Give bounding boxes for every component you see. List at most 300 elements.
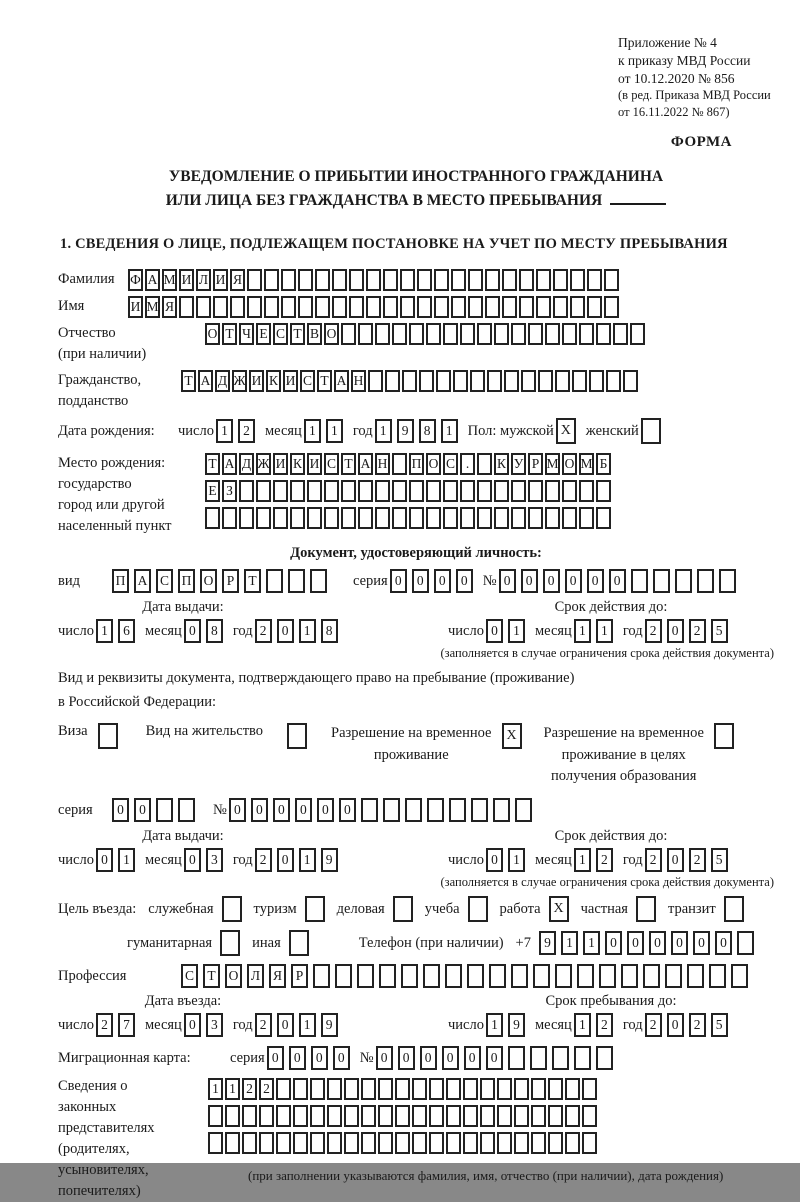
char-cell[interactable]: Т (290, 323, 305, 345)
char-cell[interactable] (470, 370, 485, 392)
char-cell[interactable] (434, 296, 449, 318)
char-cell[interactable]: К (266, 370, 281, 392)
char-cell[interactable] (480, 1078, 495, 1100)
char-cell[interactable] (531, 1078, 546, 1100)
char-cell[interactable]: 0 (277, 848, 294, 872)
char-cell[interactable] (570, 296, 585, 318)
char-cell[interactable]: 0 (134, 798, 151, 822)
char-cell[interactable] (264, 269, 279, 291)
char-cell[interactable]: И (128, 296, 143, 318)
char-cell[interactable] (392, 323, 407, 345)
char-cell[interactable] (344, 1132, 359, 1154)
char-cell[interactable]: 2 (255, 1013, 272, 1037)
char-cell[interactable] (383, 269, 398, 291)
char-cell[interactable] (327, 1078, 342, 1100)
char-cell[interactable] (521, 370, 536, 392)
char-cell[interactable] (310, 569, 327, 593)
char-cell[interactable] (471, 798, 488, 822)
char-cell[interactable] (443, 480, 458, 502)
char-cell[interactable] (259, 1132, 274, 1154)
char-cell[interactable] (467, 964, 484, 988)
char-cell[interactable]: 2 (645, 1013, 662, 1037)
char-cell[interactable]: М (545, 453, 560, 475)
char-cell[interactable] (324, 480, 339, 502)
char-cell[interactable] (417, 269, 432, 291)
char-cell[interactable] (587, 269, 602, 291)
char-cell[interactable] (477, 480, 492, 502)
char-cell[interactable] (604, 269, 619, 291)
char-cell[interactable] (402, 370, 417, 392)
char-cell[interactable] (613, 323, 628, 345)
char-cell[interactable] (582, 1105, 597, 1127)
char-cell[interactable] (310, 1132, 325, 1154)
char-cell[interactable]: Д (239, 453, 254, 475)
char-cell[interactable]: 5 (711, 1013, 728, 1037)
char-cell[interactable]: 0 (251, 798, 268, 822)
char-cell[interactable]: 0 (184, 848, 201, 872)
char-cell[interactable] (630, 323, 645, 345)
char-cell[interactable] (572, 370, 587, 392)
char-cell[interactable] (446, 1078, 461, 1100)
char-cell[interactable]: И (179, 269, 194, 291)
char-cell[interactable] (463, 1078, 478, 1100)
char-cell[interactable]: 0 (671, 931, 688, 955)
char-cell[interactable]: 0 (96, 848, 113, 872)
char-cell[interactable]: 0 (543, 569, 560, 593)
char-cell[interactable]: 3 (206, 848, 223, 872)
char-cell[interactable] (310, 1105, 325, 1127)
char-cell[interactable]: Б (596, 453, 611, 475)
char-cell[interactable] (341, 323, 356, 345)
temp-residence-checkbox[interactable]: X (502, 723, 522, 749)
char-cell[interactable] (358, 507, 373, 529)
char-cell[interactable] (446, 1132, 461, 1154)
char-cell[interactable]: А (334, 370, 349, 392)
char-cell[interactable]: 0 (442, 1046, 459, 1070)
char-cell[interactable] (477, 323, 492, 345)
char-cell[interactable] (582, 1078, 597, 1100)
char-cell[interactable]: 0 (464, 1046, 481, 1070)
char-cell[interactable]: А (134, 569, 151, 593)
char-cell[interactable]: Т (181, 370, 196, 392)
char-cell[interactable] (623, 370, 638, 392)
residence-permit-checkbox[interactable] (287, 723, 307, 749)
char-cell[interactable] (468, 296, 483, 318)
char-cell[interactable] (562, 480, 577, 502)
char-cell[interactable] (349, 269, 364, 291)
char-cell[interactable] (290, 480, 305, 502)
purpose-humanitarian-checkbox[interactable] (220, 930, 240, 956)
char-cell[interactable]: О (562, 453, 577, 475)
char-cell[interactable]: О (200, 569, 217, 593)
purpose-other-checkbox[interactable] (289, 930, 309, 956)
char-cell[interactable] (276, 1132, 291, 1154)
char-cell[interactable] (281, 296, 296, 318)
char-cell[interactable] (341, 507, 356, 529)
char-cell[interactable] (565, 1078, 580, 1100)
char-cell[interactable]: 0 (521, 569, 538, 593)
char-cell[interactable]: И (213, 269, 228, 291)
char-cell[interactable] (631, 569, 648, 593)
char-cell[interactable]: Р (291, 964, 308, 988)
char-cell[interactable] (361, 1078, 376, 1100)
char-cell[interactable] (737, 931, 754, 955)
char-cell[interactable] (436, 370, 451, 392)
char-cell[interactable]: О (205, 323, 220, 345)
char-cell[interactable]: П (178, 569, 195, 593)
char-cell[interactable] (579, 323, 594, 345)
char-cell[interactable] (731, 964, 748, 988)
char-cell[interactable]: Р (222, 569, 239, 593)
char-cell[interactable]: Н (351, 370, 366, 392)
char-cell[interactable]: 9 (397, 419, 414, 443)
char-cell[interactable] (179, 296, 194, 318)
char-cell[interactable]: С (156, 569, 173, 593)
char-cell[interactable] (349, 296, 364, 318)
char-cell[interactable] (485, 296, 500, 318)
visa-checkbox[interactable] (98, 723, 118, 749)
char-cell[interactable] (307, 507, 322, 529)
char-cell[interactable] (606, 370, 621, 392)
char-cell[interactable] (519, 269, 534, 291)
char-cell[interactable]: 0 (412, 569, 429, 593)
char-cell[interactable]: 3 (206, 1013, 223, 1037)
sex-female-checkbox[interactable] (641, 418, 661, 444)
char-cell[interactable]: 7 (118, 1013, 135, 1037)
char-cell[interactable] (281, 269, 296, 291)
char-cell[interactable] (468, 269, 483, 291)
char-cell[interactable]: 1 (304, 419, 321, 443)
char-cell[interactable]: 2 (645, 619, 662, 643)
char-cell[interactable] (392, 480, 407, 502)
char-cell[interactable]: Я (162, 296, 177, 318)
char-cell[interactable] (574, 1046, 591, 1070)
char-cell[interactable] (429, 1132, 444, 1154)
char-cell[interactable] (298, 269, 313, 291)
char-cell[interactable] (395, 1132, 410, 1154)
char-cell[interactable]: О (225, 964, 242, 988)
char-cell[interactable]: 0 (667, 848, 684, 872)
temp-residence-education-checkbox[interactable] (714, 723, 734, 749)
char-cell[interactable] (290, 507, 305, 529)
char-cell[interactable]: 2 (689, 619, 706, 643)
char-cell[interactable] (400, 269, 415, 291)
char-cell[interactable] (392, 507, 407, 529)
char-cell[interactable]: 5 (711, 619, 728, 643)
char-cell[interactable] (675, 569, 692, 593)
char-cell[interactable]: 8 (206, 619, 223, 643)
char-cell[interactable]: С (324, 453, 339, 475)
char-cell[interactable] (276, 1078, 291, 1100)
char-cell[interactable] (392, 453, 407, 475)
char-cell[interactable]: Я (230, 269, 245, 291)
char-cell[interactable] (178, 798, 195, 822)
char-cell[interactable] (565, 1105, 580, 1127)
char-cell[interactable] (335, 964, 352, 988)
char-cell[interactable]: М (579, 453, 594, 475)
char-cell[interactable]: 1 (561, 931, 578, 955)
char-cell[interactable] (375, 507, 390, 529)
char-cell[interactable]: 1 (596, 619, 613, 643)
char-cell[interactable] (665, 964, 682, 988)
char-cell[interactable] (511, 323, 526, 345)
char-cell[interactable] (548, 1132, 563, 1154)
char-cell[interactable] (511, 507, 526, 529)
char-cell[interactable] (463, 1105, 478, 1127)
char-cell[interactable] (514, 1105, 529, 1127)
char-cell[interactable] (429, 1078, 444, 1100)
char-cell[interactable] (358, 480, 373, 502)
char-cell[interactable]: А (222, 453, 237, 475)
char-cell[interactable]: 0 (565, 569, 582, 593)
char-cell[interactable]: 1 (508, 619, 525, 643)
purpose-work-checkbox[interactable]: X (549, 896, 569, 922)
char-cell[interactable]: Т (205, 453, 220, 475)
char-cell[interactable] (273, 480, 288, 502)
char-cell[interactable] (494, 507, 509, 529)
char-cell[interactable]: 0 (277, 1013, 294, 1037)
char-cell[interactable]: 1 (118, 848, 135, 872)
char-cell[interactable] (453, 370, 468, 392)
char-cell[interactable]: 1 (299, 1013, 316, 1037)
char-cell[interactable] (264, 296, 279, 318)
char-cell[interactable] (256, 507, 271, 529)
char-cell[interactable] (445, 964, 462, 988)
char-cell[interactable] (552, 1046, 569, 1070)
char-cell[interactable]: 1 (299, 619, 316, 643)
char-cell[interactable]: З (222, 480, 237, 502)
char-cell[interactable]: О (324, 323, 339, 345)
char-cell[interactable] (225, 1105, 240, 1127)
char-cell[interactable] (368, 370, 383, 392)
char-cell[interactable] (511, 480, 526, 502)
char-cell[interactable] (332, 269, 347, 291)
char-cell[interactable]: П (112, 569, 129, 593)
char-cell[interactable]: 0 (627, 931, 644, 955)
char-cell[interactable] (460, 480, 475, 502)
char-cell[interactable]: Т (341, 453, 356, 475)
char-cell[interactable] (266, 569, 283, 593)
char-cell[interactable] (412, 1132, 427, 1154)
char-cell[interactable] (596, 480, 611, 502)
char-cell[interactable]: 1 (486, 1013, 503, 1037)
char-cell[interactable] (596, 507, 611, 529)
char-cell[interactable]: 9 (539, 931, 556, 955)
char-cell[interactable]: 1 (208, 1078, 223, 1100)
char-cell[interactable]: 0 (667, 619, 684, 643)
char-cell[interactable] (497, 1105, 512, 1127)
char-cell[interactable]: 9 (321, 848, 338, 872)
char-cell[interactable]: 8 (321, 619, 338, 643)
char-cell[interactable]: Т (203, 964, 220, 988)
char-cell[interactable] (485, 269, 500, 291)
char-cell[interactable] (222, 507, 237, 529)
char-cell[interactable] (293, 1078, 308, 1100)
char-cell[interactable]: 0 (311, 1046, 328, 1070)
char-cell[interactable] (497, 1132, 512, 1154)
char-cell[interactable]: 0 (277, 619, 294, 643)
char-cell[interactable] (545, 507, 560, 529)
char-cell[interactable] (477, 453, 492, 475)
char-cell[interactable] (621, 964, 638, 988)
char-cell[interactable] (587, 296, 602, 318)
char-cell[interactable]: 0 (420, 1046, 437, 1070)
char-cell[interactable] (536, 296, 551, 318)
purpose-official-checkbox[interactable] (222, 896, 242, 922)
char-cell[interactable] (208, 1105, 223, 1127)
char-cell[interactable] (687, 964, 704, 988)
char-cell[interactable] (412, 1105, 427, 1127)
char-cell[interactable] (307, 480, 322, 502)
char-cell[interactable] (383, 798, 400, 822)
purpose-business-checkbox[interactable] (393, 896, 413, 922)
char-cell[interactable]: И (307, 453, 322, 475)
char-cell[interactable] (419, 370, 434, 392)
char-cell[interactable]: 1 (96, 619, 113, 643)
char-cell[interactable] (409, 507, 424, 529)
char-cell[interactable] (538, 370, 553, 392)
char-cell[interactable] (196, 296, 211, 318)
char-cell[interactable] (239, 480, 254, 502)
char-cell[interactable] (310, 1078, 325, 1100)
char-cell[interactable] (239, 507, 254, 529)
char-cell[interactable] (511, 964, 528, 988)
char-cell[interactable] (480, 1132, 495, 1154)
char-cell[interactable] (477, 507, 492, 529)
char-cell[interactable]: А (198, 370, 213, 392)
char-cell[interactable] (463, 1132, 478, 1154)
char-cell[interactable] (497, 1078, 512, 1100)
char-cell[interactable]: 0 (693, 931, 710, 955)
char-cell[interactable]: Т (244, 569, 261, 593)
char-cell[interactable]: 1 (375, 419, 392, 443)
char-cell[interactable] (519, 296, 534, 318)
char-cell[interactable]: Е (205, 480, 220, 502)
char-cell[interactable] (315, 296, 330, 318)
char-cell[interactable]: 0 (649, 931, 666, 955)
char-cell[interactable] (293, 1132, 308, 1154)
char-cell[interactable]: Д (215, 370, 230, 392)
char-cell[interactable]: О (426, 453, 441, 475)
char-cell[interactable]: 0 (587, 569, 604, 593)
char-cell[interactable] (276, 1105, 291, 1127)
char-cell[interactable]: Р (528, 453, 543, 475)
char-cell[interactable]: 2 (255, 848, 272, 872)
char-cell[interactable] (273, 507, 288, 529)
char-cell[interactable] (423, 964, 440, 988)
char-cell[interactable] (256, 480, 271, 502)
char-cell[interactable] (589, 370, 604, 392)
char-cell[interactable] (643, 964, 660, 988)
char-cell[interactable] (426, 323, 441, 345)
char-cell[interactable] (378, 1105, 393, 1127)
char-cell[interactable] (409, 480, 424, 502)
char-cell[interactable]: 9 (508, 1013, 525, 1037)
char-cell[interactable]: С (443, 453, 458, 475)
char-cell[interactable] (332, 296, 347, 318)
char-cell[interactable] (480, 1105, 495, 1127)
char-cell[interactable] (548, 1105, 563, 1127)
char-cell[interactable] (378, 1132, 393, 1154)
char-cell[interactable] (417, 296, 432, 318)
char-cell[interactable] (582, 1132, 597, 1154)
char-cell[interactable]: 1 (574, 848, 591, 872)
char-cell[interactable] (528, 507, 543, 529)
char-cell[interactable]: Л (196, 269, 211, 291)
char-cell[interactable]: 1 (441, 419, 458, 443)
char-cell[interactable] (375, 480, 390, 502)
char-cell[interactable] (379, 964, 396, 988)
char-cell[interactable]: С (273, 323, 288, 345)
char-cell[interactable]: У (511, 453, 526, 475)
char-cell[interactable] (446, 1105, 461, 1127)
char-cell[interactable]: 6 (118, 619, 135, 643)
char-cell[interactable]: 2 (255, 619, 272, 643)
char-cell[interactable] (225, 1132, 240, 1154)
char-cell[interactable]: 0 (499, 569, 516, 593)
char-cell[interactable]: Е (256, 323, 271, 345)
char-cell[interactable] (405, 798, 422, 822)
char-cell[interactable]: С (181, 964, 198, 988)
char-cell[interactable]: М (162, 269, 177, 291)
char-cell[interactable]: 0 (333, 1046, 350, 1070)
char-cell[interactable] (344, 1078, 359, 1100)
char-cell[interactable] (395, 1105, 410, 1127)
char-cell[interactable] (361, 1105, 376, 1127)
char-cell[interactable] (604, 296, 619, 318)
char-cell[interactable]: 2 (689, 848, 706, 872)
char-cell[interactable] (378, 1078, 393, 1100)
char-cell[interactable]: 0 (339, 798, 356, 822)
char-cell[interactable] (208, 1132, 223, 1154)
char-cell[interactable]: К (494, 453, 509, 475)
char-cell[interactable]: 8 (419, 419, 436, 443)
char-cell[interactable] (528, 480, 543, 502)
char-cell[interactable] (426, 480, 441, 502)
char-cell[interactable]: 1 (326, 419, 343, 443)
char-cell[interactable]: Н (375, 453, 390, 475)
char-cell[interactable]: 9 (321, 1013, 338, 1037)
purpose-transit-checkbox[interactable] (724, 896, 744, 922)
char-cell[interactable] (344, 1105, 359, 1127)
char-cell[interactable] (487, 370, 502, 392)
char-cell[interactable]: 0 (715, 931, 732, 955)
char-cell[interactable]: 0 (486, 848, 503, 872)
char-cell[interactable] (400, 296, 415, 318)
char-cell[interactable] (536, 269, 551, 291)
char-cell[interactable] (555, 964, 572, 988)
char-cell[interactable] (545, 323, 560, 345)
char-cell[interactable] (288, 569, 305, 593)
char-cell[interactable] (341, 480, 356, 502)
char-cell[interactable]: И (283, 370, 298, 392)
char-cell[interactable] (230, 296, 245, 318)
char-cell[interactable]: 1 (216, 419, 233, 443)
char-cell[interactable] (596, 1046, 613, 1070)
char-cell[interactable] (375, 323, 390, 345)
char-cell[interactable]: Ж (256, 453, 271, 475)
char-cell[interactable]: 2 (596, 848, 613, 872)
char-cell[interactable] (247, 296, 262, 318)
char-cell[interactable]: А (358, 453, 373, 475)
char-cell[interactable] (545, 480, 560, 502)
char-cell[interactable]: Ч (239, 323, 254, 345)
char-cell[interactable]: 5 (711, 848, 728, 872)
char-cell[interactable]: 2 (242, 1078, 257, 1100)
char-cell[interactable] (502, 296, 517, 318)
char-cell[interactable] (565, 1132, 580, 1154)
char-cell[interactable] (358, 323, 373, 345)
